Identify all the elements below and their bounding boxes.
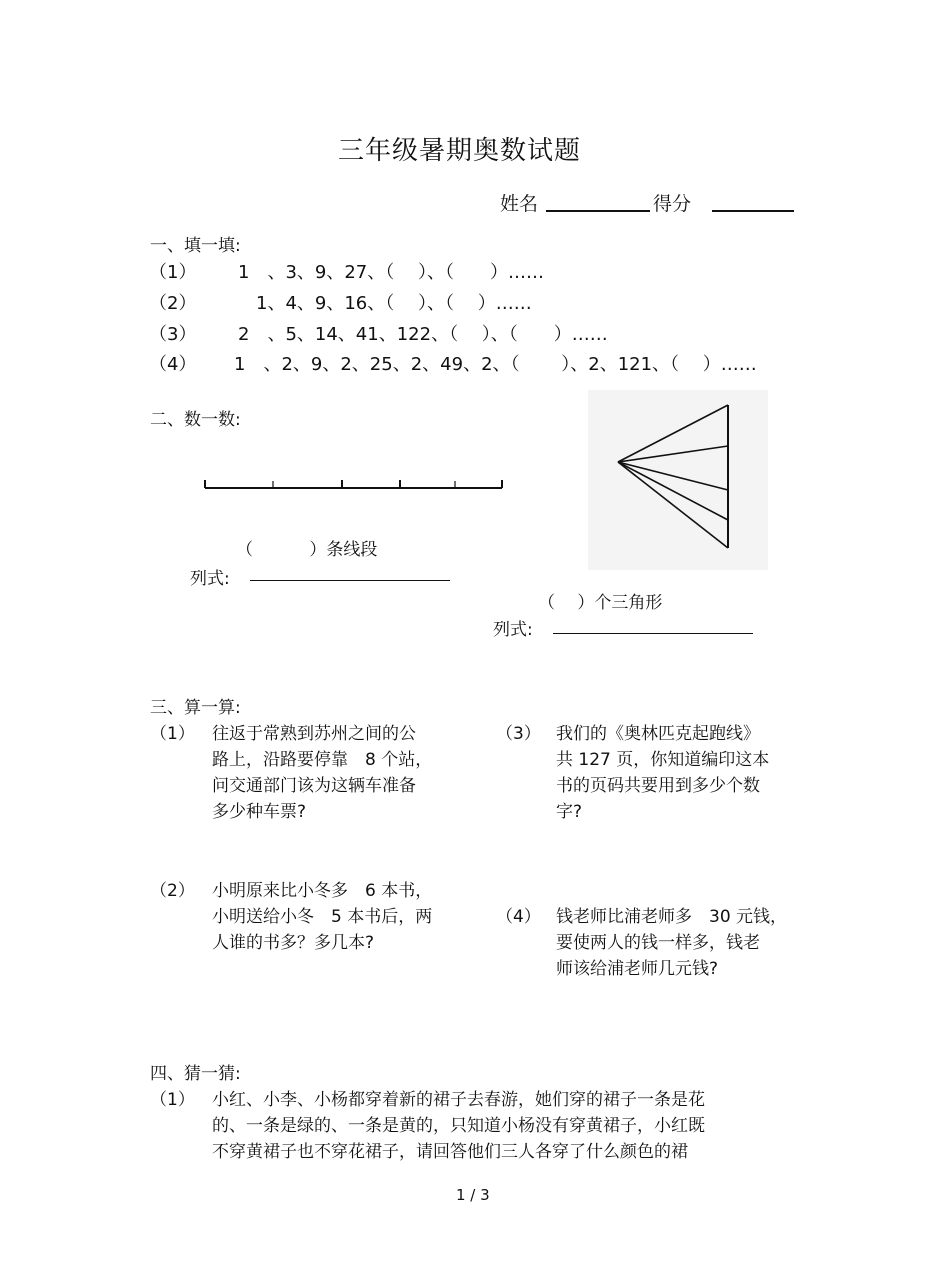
question-text: 书的页码共要用到多少个数 [556, 776, 760, 796]
question-text: 师该给浦老师几元钱? [556, 959, 719, 979]
question-number: （1） [150, 1090, 195, 1110]
page-title: 三年级暑期奥数试题 [338, 136, 582, 166]
question-number: （1） [150, 724, 195, 744]
section2-heading: 二、数一数: [150, 410, 241, 430]
question-text: 路上，沿路要停靠 8 个站， [212, 750, 433, 770]
triangle-fan-figure [588, 390, 768, 570]
question-text: 的、一条是绿的、一条是黄的，只知道小杨没有穿黄裙子，小红既 [212, 1116, 705, 1136]
triangles-caption: （ ）个三角形 [538, 593, 663, 613]
section3-heading: 三、算一算: [150, 698, 241, 718]
question-text: 人谁的书多？多几本? [212, 933, 375, 953]
section4-heading: 四、猜一猜: [150, 1064, 241, 1084]
question-text: 往返于常熟到苏州之间的公 [212, 724, 416, 744]
score-blank[interactable] [712, 210, 794, 212]
fill-item-sequence: 1 、2、9、2、25、2、49、2、（ ）、2、121、（ ）…… [234, 354, 757, 375]
question-number: （2） [150, 881, 195, 901]
question-text: 小红、小李、小杨都穿着新的裙子去春游，她们穿的裙子一条是花 [212, 1090, 705, 1110]
segments-caption: （ ）条线段 [236, 540, 378, 560]
formula-label: 列式: [493, 620, 533, 640]
question-text: 我们的《奥林匹克起跑线》 [556, 724, 760, 744]
section1-heading: 一、填一填: [150, 236, 241, 256]
question-number: （3） [496, 724, 541, 744]
question-text: 要使两人的钱一样多，钱老 [556, 933, 760, 953]
line-segment-figure [200, 476, 510, 496]
fill-item-sequence: 1、4、9、16、（ ）、（ ）…… [256, 293, 532, 314]
question-text: 共 127 页，你知道编印这本 [556, 750, 770, 770]
fill-item-number: （1） [149, 262, 197, 283]
question-text: 小明送给小冬 5 本书后，两 [212, 907, 433, 927]
question-number: （4） [496, 907, 541, 927]
name-label: 姓名 [500, 193, 539, 215]
question-text: 小明原来比小冬多 6 本书， [212, 881, 433, 901]
page-number: 1 / 3 [456, 1186, 490, 1204]
fill-item-sequence: 2 、5、14、41、122、（ ）、（ ）…… [238, 324, 608, 345]
question-text: 多少种车票? [212, 802, 307, 822]
formula-blank-left[interactable] [250, 580, 450, 581]
question-text: 字? [556, 802, 583, 822]
question-text: 不穿黄裙子也不穿花裙子，请回答他们三人各穿了什么颜色的裙 [212, 1142, 688, 1162]
formula-label: 列式: [190, 569, 230, 589]
fill-item-number: （3） [149, 324, 197, 345]
fill-item-number: （4） [149, 354, 197, 375]
question-text: 问交通部门该为这辆车准备 [212, 776, 416, 796]
score-label: 得分 [653, 193, 692, 215]
name-blank[interactable] [546, 210, 650, 212]
fill-item-number: （2） [149, 293, 197, 314]
question-text: 钱老师比浦老师多 30 元钱， [556, 907, 788, 927]
fill-item-sequence: 1 、3、9、27、（ ）、（ ）…… [238, 262, 544, 283]
formula-blank-right[interactable] [553, 633, 753, 634]
